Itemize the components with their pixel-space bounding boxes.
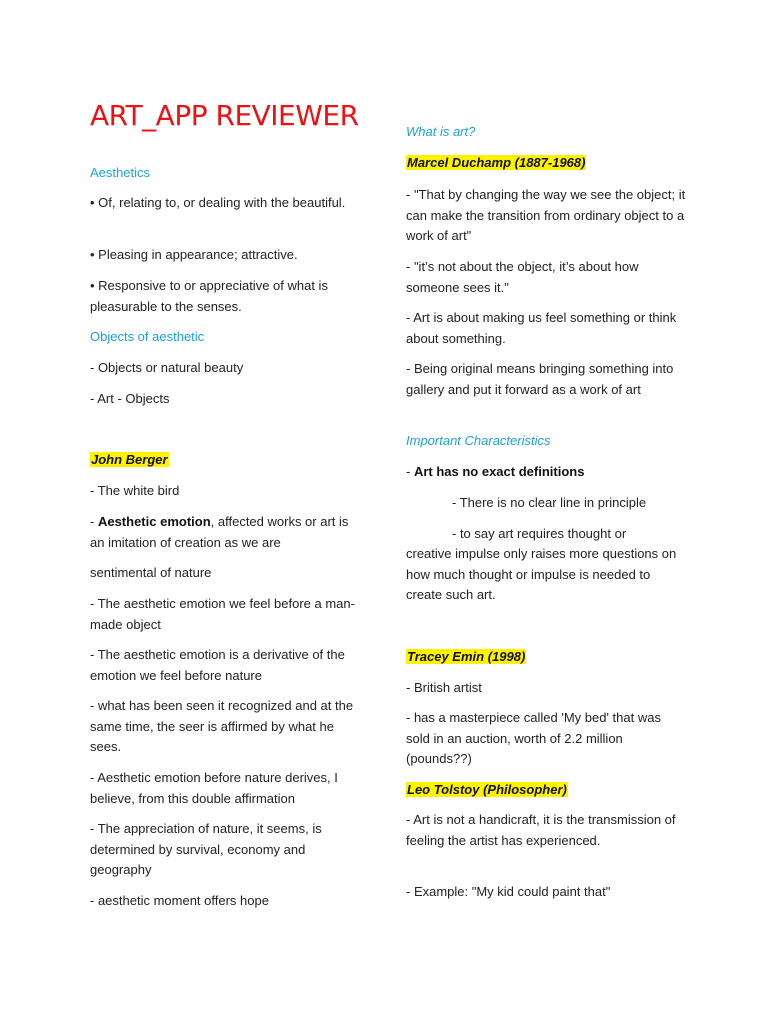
berger-item: - what has been seen it recognized and at the same time, the seer is affirmed by what he sees. bbox=[90, 698, 354, 755]
duchamp-item: - "That by changing the way we see the object; it can make the transition from ordinary object to a work of art" bbox=[406, 187, 686, 244]
berger-item: - The appreciation of nature, it seems, is determined by survival, economy and geography bbox=[90, 821, 322, 878]
emin-item: - has a masterpiece called 'My bed' that was sold in an auction, worth of 2.2 million (pounds??) bbox=[406, 710, 661, 767]
emin-heading: Tracey Emin (1998) bbox=[407, 649, 526, 664]
berger-emotion-rest: , affected works or art is an imitation of creation as we are bbox=[90, 514, 349, 550]
document-title: ART_APP REVIEWER bbox=[90, 99, 359, 132]
berger-heading: John Berger bbox=[91, 452, 168, 467]
characteristics-sub-rest: creative impulse only raises more questions on how much thought or impulse is needed to create such art. bbox=[406, 546, 677, 603]
characteristics-main bbox=[406, 462, 686, 483]
duchamp-heading-line bbox=[406, 153, 686, 174]
berger-heading-line bbox=[90, 450, 362, 471]
berger-emotion-bold: Aesthetic emotion bbox=[97, 514, 211, 529]
duchamp-item: - Art is about making us feel something or think about something. bbox=[406, 310, 677, 346]
emin-heading-line bbox=[406, 647, 686, 668]
berger-emotion-prefix: - bbox=[90, 514, 98, 529]
what-is-art-heading: What is art? bbox=[406, 124, 476, 139]
berger-emotion-paragraph bbox=[90, 512, 362, 553]
aesthetics-item: • Of, relating to, or dealing with the beautiful. bbox=[90, 195, 346, 210]
berger-white-bird: - The white bird bbox=[90, 483, 180, 498]
duchamp-heading: Marcel Duchamp (1887-1968) bbox=[407, 155, 586, 170]
objects-heading: Objects of aesthetic bbox=[90, 329, 205, 344]
duchamp-item: - "it’s not about the object, it’s about how someone sees it." bbox=[406, 259, 639, 295]
tolstoy-item: - Art is not a handicraft, it is the transmission of feeling the artist has experienced. bbox=[406, 812, 676, 848]
objects-item: - Art - Objects bbox=[90, 391, 170, 406]
tolstoy-item: - Example: "My kid could paint that" bbox=[406, 884, 611, 899]
berger-item: - Aesthetic emotion before nature derives, I believe, from this double affirmation bbox=[90, 770, 338, 806]
characteristics-heading: Important Characteristics bbox=[406, 433, 551, 448]
characteristics-sub: - to say art requires thought or bbox=[452, 526, 627, 541]
berger-item: - aesthetic moment offers hope bbox=[90, 893, 269, 908]
characteristics-prefix: - bbox=[406, 464, 414, 479]
tolstoy-heading-line bbox=[406, 780, 686, 801]
characteristics-bold: Art has no exact definitions bbox=[413, 464, 585, 479]
tolstoy-heading: Leo Tolstoy (Philosopher) bbox=[407, 782, 567, 797]
objects-item: - Objects or natural beauty bbox=[90, 360, 244, 375]
berger-item: - The aesthetic emotion is a derivative of the emotion we feel before nature bbox=[90, 647, 345, 683]
berger-sentimental: sentimental of nature bbox=[90, 565, 212, 580]
aesthetics-item: • Pleasing in appearance; attractive. bbox=[90, 247, 298, 262]
berger-item: - The aesthetic emotion we feel before a man-made object bbox=[90, 596, 355, 632]
emin-item: - British artist bbox=[406, 680, 482, 695]
aesthetics-heading: Aesthetics bbox=[90, 165, 150, 180]
aesthetics-item: • Responsive to or appreciative of what is pleasurable to the senses. bbox=[90, 278, 328, 314]
duchamp-item: - Being original means bringing something into gallery and put it forward as a work of art bbox=[406, 361, 674, 397]
characteristics-sub: - There is no clear line in principle bbox=[452, 495, 647, 510]
